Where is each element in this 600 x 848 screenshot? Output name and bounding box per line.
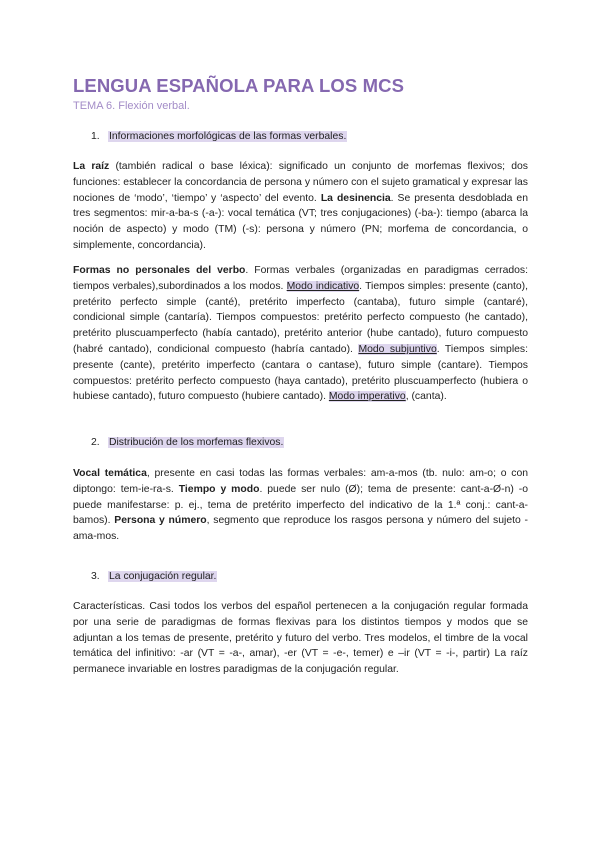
section-1-paragraph-formas [73,263,528,405]
tiempo-modo-text: . puede ser nulo (Ø); tema de presente: cant-a-Ø-n) -o puede manifestarse: p. ej., tema de pretérito imperfecto del indicativo de la 1.ª conj.: cant-a-bamos). [73,483,528,527]
term-vocal-tematica: Vocal temática [73,468,147,479]
section-2-number: 2. [91,437,100,448]
term-tiempo-modo: Tiempo y modo [178,483,260,495]
formas-text-1: . Formas verbales (organizadas en paradigmas cerrados: tiempos verbales),subordinados a los modos. [73,265,529,292]
section-1-heading [91,131,347,142]
term-persona-numero: Persona y número [114,515,207,527]
section-2-paragraph [73,466,528,545]
section-3-title: La conjugación regular. [109,571,217,582]
section-2-title: Distribución de los morfemas flexivos. [109,437,284,448]
raiz-text: (también radical o base léxica): significado un conjunto de morfemas flexivos; dos funciones: establecer la concordancia de persona y número con el sujeto gramatical y expresar las nociones de ‘modo’, ‘tiempo’ y ‘aspecto’ del evento. [73,161,529,204]
formas-text-3: . Tiempos simples: presente (cante), pretérito imperfecto (cantara o cantase), futuro simple (cantare). Tiempos compuestos: pretérito perfecto compuesto (haya cantado), pretérito pluscuamperfecto (hubiera o hubiese cantado), futuro compuesto (hubiere cantado). [73,343,529,403]
section-1-title: Informaciones morfológicas de las formas verbales. [109,131,347,142]
section-1-number: 1. [91,131,100,142]
formas-text-4: , (canta). [405,391,447,403]
section-3-paragraph: Características. Casi todos los verbos del español pertenecen a la conjugación regular formada por una serie de paradigmas de formas flexivas para los distintos tiempos y modos que se adjuntan a los temas de presente, pretérito y futuro del verbo. Tres modelos, el timbre de la vocal temática del infinitivo: -ar (VT = -a-, amar), -er (VT = -e-, temer) e –ir (VT = -i-, partir) La raíz permanece invariable en lostres paradigmas de la conjugación regular. [73,601,528,676]
document-title: LENGUA ESPAÑOLA PARA LOS MCS [73,75,405,96]
formas-text-2: . Tiempos simples: presente (canto), pretérito perfecto simple (canté), pretérito imperfecto (cantaba), futuro simple (cantaré), condicional simple (cantaría). Tiempos compuestos: pretérito perfecto compuesto (he cantado), pretérito pluscuamperfecto (había cantado), pretérito anterior (hube cantado), futuro compuesto (habré cantado), condicional compuesto (habría cantado). [73,280,528,355]
document-subtitle: TEMA 6. Flexión verbal. [73,100,190,112]
term-raiz: La raíz [73,161,110,172]
modo-indicativo: Modo indicativo [286,280,360,292]
modo-subjuntivo: Modo subjuntivo [358,343,437,355]
desinencia-text: . Se presenta desdoblada en tres segmentos: mir-a-ba-s (-a-): vocal temática (VT; tres conjugaciones) (-ba-): tiempo (abarca la noción de aspecto) y modo (TM) (-s): persona y número (PN; morfema de concordancia, o simplemente, concordancia). [73,192,528,251]
term-desinencia: La desinencia [320,192,391,204]
vocal-tematica-text: , presente en casi todas las formas verbales: am-a-mos (tb. nulo: am-o; o con diptongo: tem-ie-ra-s. [73,468,529,495]
term-formas-no-personales: Formas no personales del verbo [73,265,246,276]
section-3-number: 3. [91,571,100,582]
modo-imperativo: Modo imperativo [328,391,406,403]
section-3-heading [91,571,217,582]
section-2-heading [91,437,284,448]
persona-numero-text: , segmento que reproduce los rasgos persona y número del sujeto -ama-mos. [73,515,528,543]
section-1-paragraph-raiz [73,159,528,254]
